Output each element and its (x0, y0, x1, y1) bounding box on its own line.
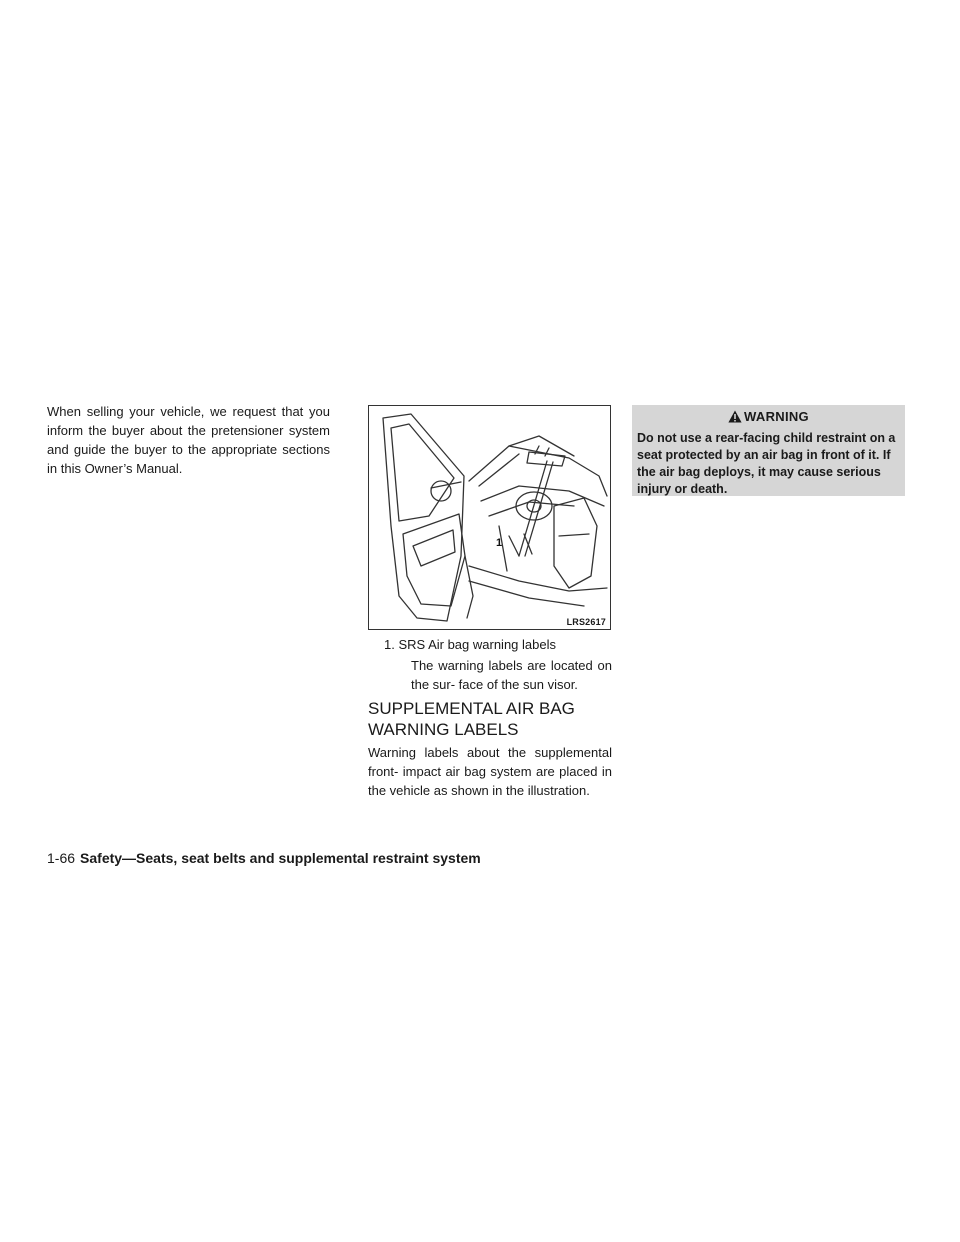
page-number: 1-66 (47, 850, 76, 866)
footer-section-title: Safety—Seats, seat belts and supplemental restraint system (80, 850, 481, 866)
selling-vehicle-paragraph: When selling your vehicle, we request that you inform the buyer about the pretensioner system and guide the buyer to the appropriate sections in this Owner’s Manual. (47, 404, 330, 476)
section-heading-line1: SUPPLEMENTAL AIR BAG (368, 699, 575, 718)
page-footer (47, 849, 647, 867)
airbag-label-figure (368, 405, 611, 630)
warning-title: WARNING (744, 408, 809, 424)
warning-header (632, 405, 905, 427)
caption-item-1: 1. SRS Air bag warning labels (384, 637, 556, 652)
warning-triangle-icon (728, 410, 742, 423)
caption-description: The warning labels are located on the sur- face of the sun visor. (411, 658, 612, 692)
figure-callout-1: 1 (496, 537, 503, 549)
section-heading-line2: WARNING LABELS (368, 720, 519, 739)
vehicle-door-interior-illustration (369, 406, 610, 629)
figure-code: LRS2617 (566, 617, 606, 627)
warning-text: Do not use a rear-facing child restraint on a seat protected by an air bag in front of it. If the air bag deploys, it may cause serious injury or death. (637, 431, 896, 496)
warning-box (632, 405, 905, 496)
section-body: Warning labels about the supplemental front- impact air bag system are placed in the vehicle as shown in the illustration. (368, 745, 612, 798)
section-heading (368, 698, 618, 740)
